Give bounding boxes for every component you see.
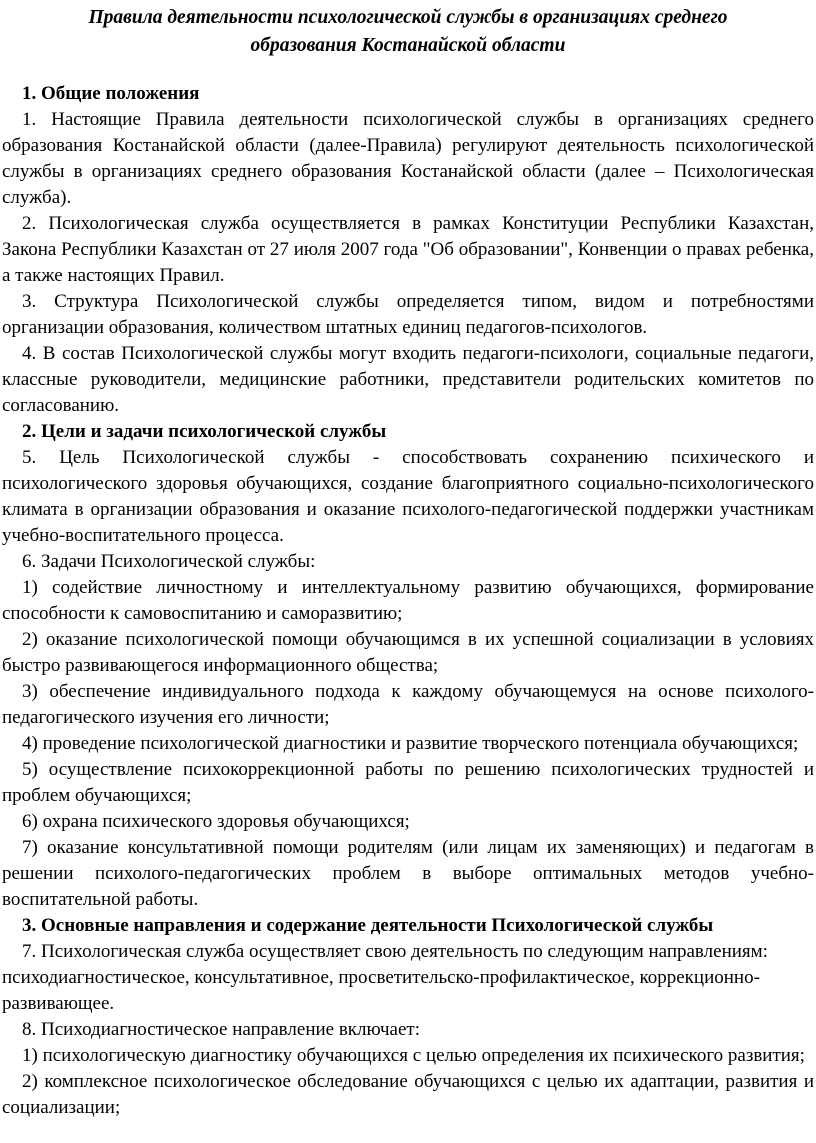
section-heading-directions: 3. Основные направления и содержание деятельности Психологической службы xyxy=(22,915,714,936)
paragraph-3: 3. Структура Психологической службы определяется типом, видом и потребностями организации образования, количеством штатных единиц педагогов-психологов. xyxy=(2,291,814,338)
section-heading-general: 1. Общие положения xyxy=(22,83,200,104)
list-item: 1) содействие личностному и интеллектуальному развитию обучающихся, формирование способности к самовоспитанию и саморазвитию; xyxy=(2,577,814,624)
list-item: 7) оказание консультативной помощи родителям (или лицам их заменяющих) и педагогам в решении психолого-педагогических проблем в выборе оптимальных методов учебно-воспитательной работы. xyxy=(2,837,814,910)
title-line-2: образования Костанайской области xyxy=(250,35,566,56)
list-item: 5) осуществление психокоррекционной работы по решению психологических трудностей и проблем обучающихся; xyxy=(2,759,814,806)
list-item: 6) охрана психического здоровья обучающихся; xyxy=(22,811,410,832)
list-item: 4) проведение психологической диагностики и развитие творческого потенциала обучающихся; xyxy=(22,733,799,754)
paragraph-2: 2. Психологическая служба осуществляется в рамках Конституции Республики Казахстан, Закона Республики Казахстан от 27 июля 2007 года "Об образовании", Конвенции о правах ребенка, а также настоящих Правил. xyxy=(2,213,814,286)
section-heading-goals: 2. Цели и задачи психологической службы xyxy=(22,421,387,442)
paragraph-6: 6. Задачи Психологической службы: xyxy=(22,551,316,572)
list-item: 1) психологическую диагностику обучающихся с целью определения их психического развития; xyxy=(22,1045,805,1066)
document-title xyxy=(2,4,814,60)
paragraph-7: 7. Психологическая служба осуществляет свою деятельность по следующим направлениям: психодиагностическое, консультативное, просветительско-профилактическое, коррекционно-развивающее. xyxy=(2,941,768,1014)
list-item: 2) комплексное психологическое обследование обучающихся с целью их адаптации, развития и социализации; xyxy=(2,1071,814,1118)
title-line-1: Правила деятельности психологической службы в организациях среднего xyxy=(88,7,728,28)
paragraph-5: 5. Цель Психологической службы - способствовать сохранению психического и психологического здоровья обучающихся, создание благоприятного социально-психологического климата в организации образования и оказание психолого-педагогической поддержки участникам учебно-воспитательного процесса. xyxy=(2,447,814,546)
paragraph-1: 1. Настоящие Правила деятельности психологической службы в организациях среднего образования Костанайской области (далее-Правила) регулируют деятельность психологической службы в организациях среднего образования Костанайской области (далее – Психологическая служба). xyxy=(2,109,814,208)
list-item: 3) обеспечение индивидуального подхода к каждому обучающемуся на основе психолого-педагогического изучения его личности; xyxy=(2,681,814,728)
list-item: 2) оказание психологической помощи обучающимся в их успешной социализации в условиях быстро развивающегося информационного общества; xyxy=(2,629,814,676)
paragraph-4: 4. В состав Психологической службы могут входить педагоги-психологи, социальные педагоги, классные руководители, медицинские работники, представители родительских комитетов по согласованию. xyxy=(2,343,814,416)
paragraph-8: 8. Психодиагностическое направление включает: xyxy=(22,1019,420,1040)
